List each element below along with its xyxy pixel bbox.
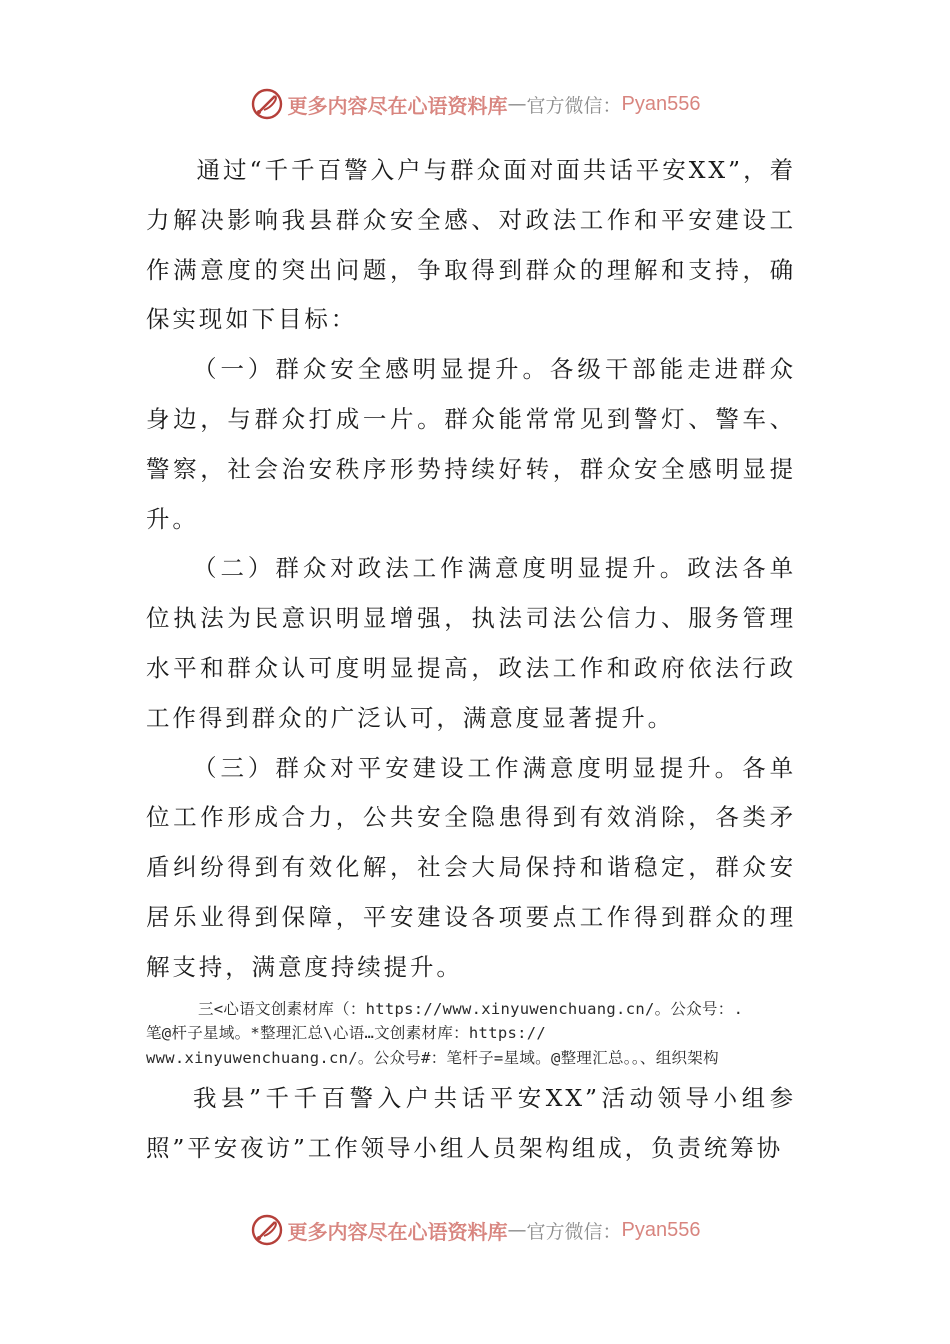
banner-dash: — <box>507 1219 527 1241</box>
paragraph-goal-3: （三）群众对平安建设工作满意度明显提升。各单位工作形成合力，公共安全隐患得到有效消除，各类矛盾纠纷得到有效化解，社会大局保持和谐稳定，群众安居乐业得到保障，平安建设各项要点工作得到群众的理解支持，满意度持续提升。 <box>146 753 796 981</box>
footer-watermark-banner <box>0 1210 950 1250</box>
note-line: www.xinyuwenchuang.cn/。公众号#：笔杆子=星域。@整理汇总。。、组织架构 <box>146 1048 719 1067</box>
quill-logo-icon <box>250 1213 284 1247</box>
note-line: 三<心语文创素材库（：https://www.xinyuwenchuang.cn/。公众号：. <box>198 999 744 1018</box>
paragraph-goal-1: （一）群众安全感明显提升。各级干部能走进群众身边，与群众打成一片。群众能常常见到警灯、警车、警察，社会治安秩序形势持续好转，群众安全感明显提升。 <box>146 355 796 533</box>
quill-logo-icon <box>250 87 284 121</box>
document-body <box>146 146 796 1174</box>
paragraph-intro: 通过“千千百警入户与群众面对面共话平安XX”，着力解决影响我县群众安全感、对政法工作和平安建设工作满意度的突出问题，争取得到群众的理解和支持，确保实现如下目标： <box>146 156 796 334</box>
banner-title: 更多内容尽在心语资料库 <box>287 93 508 118</box>
watermark-note <box>146 997 796 1071</box>
banner-title: 更多内容尽在心语资料库 <box>287 1219 508 1244</box>
paragraph-organization: 我县”千千百警入户共话平安XX”活动领导小组参照”平安夜访”工作领导小组人员架构组成，负责统筹协 <box>146 1084 796 1162</box>
banner-wechat-id: Pyan556 <box>621 1218 701 1241</box>
banner-wechat-label: 官方微信： <box>526 1220 622 1243</box>
paragraph-goal-2: （二）群众对政法工作满意度明显提升。政法各单位执法为民意识明显增强，执法司法公信力、服务管理水平和群众认可度明显提高，政法工作和政府依法行政工作得到群众的广泛认可，满意度显著提升。 <box>146 554 796 732</box>
note-line: 笔@杆子星域。*整理汇总\心语…文创素材库：https:// <box>146 1024 546 1043</box>
banner-wechat-id: Pyan556 <box>621 92 701 115</box>
banner-wechat-label: 官方微信： <box>526 94 622 117</box>
banner-dash: — <box>507 93 527 115</box>
header-watermark-banner <box>0 84 950 124</box>
